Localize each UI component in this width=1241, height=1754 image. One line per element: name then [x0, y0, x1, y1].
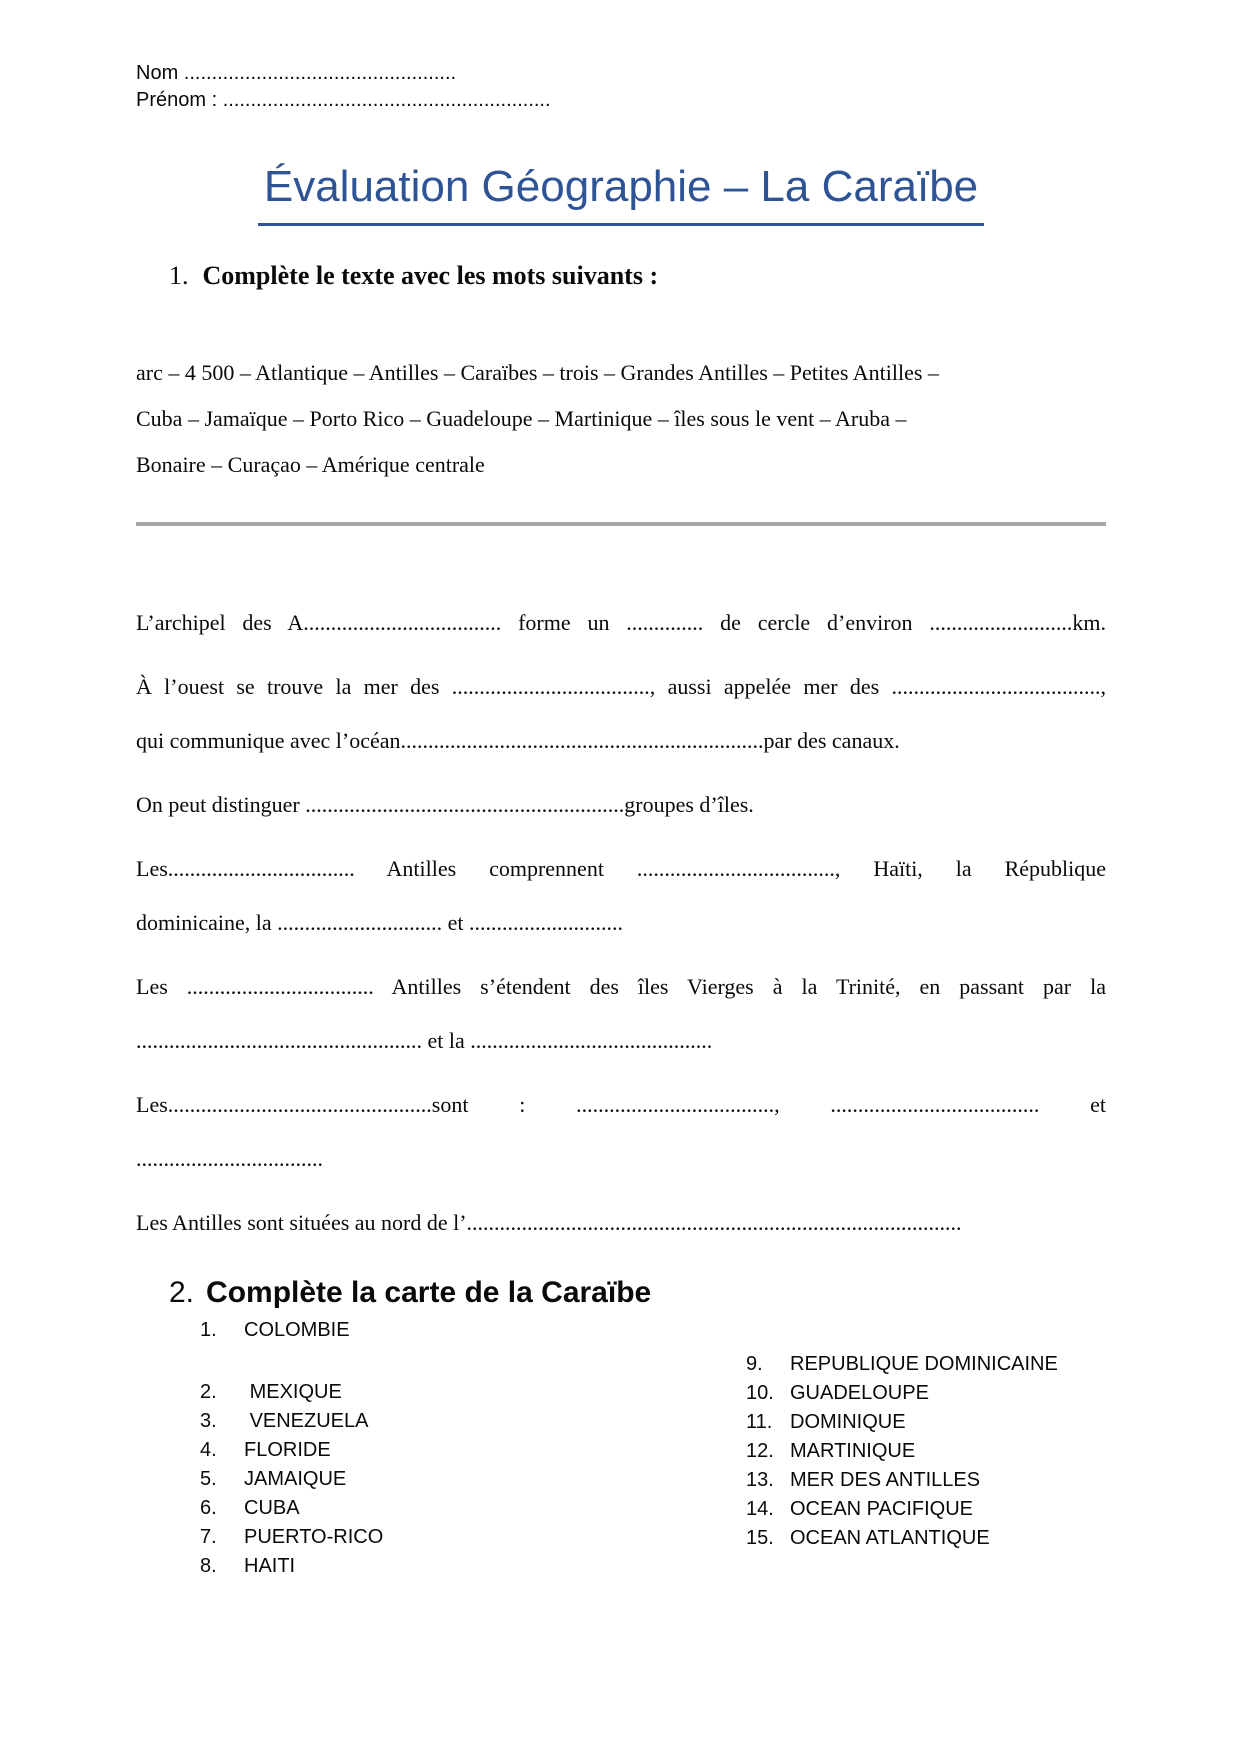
paragraph-line: qui communique avec l’océan..................................................................par des canaux. — [136, 728, 900, 753]
legend-item-number: 13. — [746, 1469, 774, 1491]
paragraph-line: Les .................................. Antilles s’étendent des îles Vierges à la Trinité, en passant par la — [136, 974, 1106, 999]
legend-item — [200, 1316, 617, 1345]
legend-item-label: FLORIDE — [244, 1439, 331, 1461]
legend-item — [746, 1495, 1058, 1524]
legend-item-label: GUADELOUPE — [790, 1382, 929, 1404]
legend-item-label: VENEZUELA — [244, 1410, 369, 1432]
word-bank-line: Bonaire – Curaçao – Amérique centrale — [136, 452, 485, 477]
legend-item-number: 9. — [746, 1353, 763, 1375]
paragraph — [136, 1196, 1106, 1250]
paragraph — [136, 660, 1106, 768]
legend-item-number: 14. — [746, 1498, 774, 1520]
legend-item-label: PUERTO-RICO — [244, 1526, 384, 1548]
section2-heading — [136, 1272, 1106, 1314]
fill-in-text — [136, 596, 1106, 1250]
legend-item — [746, 1379, 1058, 1408]
legend-item-label: CUBA — [244, 1497, 300, 1519]
paragraph-line: Les.................................. Antilles comprennent ...................................., Haïti, la République — [136, 856, 1106, 881]
legend-item-number: 8. — [200, 1555, 217, 1577]
word-bank — [136, 350, 1106, 488]
word-bank-line: arc – 4 500 – Atlantique – Antilles – Caraïbes – trois – Grandes Antilles – Petites Antilles – — [136, 360, 939, 385]
document-title — [136, 159, 1106, 226]
legend-item-label: REPUBLIQUE DOMINICAINE — [790, 1353, 1058, 1375]
legend-item — [200, 1552, 617, 1581]
legend-item-label: JAMAIQUE — [244, 1468, 347, 1490]
legend-item — [746, 1437, 1058, 1466]
name-line: Nom ................................................. — [136, 62, 457, 84]
map-legend-list — [136, 1316, 1106, 1581]
paragraph — [136, 778, 1106, 832]
legend-item-number: 15. — [746, 1527, 774, 1549]
legend-item-label: MARTINIQUE — [790, 1440, 916, 1462]
legend-item — [200, 1378, 617, 1407]
horizontal-divider — [136, 522, 1106, 526]
paragraph — [136, 1078, 1106, 1186]
legend-item-label: OCEAN ATLANTIQUE — [790, 1527, 990, 1549]
legend-item-number: 4. — [200, 1439, 217, 1461]
legend-item — [200, 1465, 617, 1494]
legend-item-number: 11. — [746, 1411, 773, 1433]
paragraph — [136, 842, 1106, 950]
legend-item-label: COLOMBIE — [244, 1319, 350, 1341]
legend-item — [746, 1350, 1058, 1379]
legend-item-number: 10. — [746, 1382, 774, 1404]
legend-item — [746, 1408, 1058, 1437]
legend-item-number: 7. — [200, 1526, 217, 1548]
legend-item-label: HAITI — [244, 1555, 296, 1577]
legend-item — [200, 1436, 617, 1465]
section1-number: 1. — [169, 261, 189, 290]
paragraph-line: L’archipel des A.................................... forme un .............. de cercle d’environ ..........................km. — [136, 610, 1106, 635]
paragraph — [136, 596, 1106, 650]
legend-item-number: 3. — [200, 1410, 217, 1432]
section1-heading — [136, 258, 1106, 294]
legend-item-number: 5. — [200, 1468, 217, 1490]
legend-item — [200, 1523, 617, 1552]
paragraph — [136, 960, 1106, 1068]
legend-item — [746, 1524, 1058, 1553]
legend-item-label: MEXIQUE — [244, 1381, 342, 1403]
section2-heading-text: Complète la carte de la Caraïbe — [206, 1276, 652, 1309]
paragraph-line: Les Antilles sont situées au nord de l’.......................................................................................... — [136, 1210, 962, 1235]
legend-item-number: 2. — [200, 1381, 217, 1403]
section2-number: 2. — [169, 1276, 195, 1309]
paragraph-line: .................................. — [136, 1146, 323, 1171]
section1-heading-text: Complète le texte avec les mots suivants : — [202, 261, 659, 290]
document-title-text: Évaluation Géographie – La Caraïbe — [258, 159, 984, 226]
legend-column-left — [200, 1316, 617, 1581]
legend-item — [746, 1466, 1058, 1495]
legend-item-number: 6. — [200, 1497, 217, 1519]
legend-item-label: DOMINIQUE — [790, 1411, 906, 1433]
legend-item-number: 12. — [746, 1440, 774, 1462]
legend-item — [200, 1407, 617, 1436]
paragraph-line: À l’ouest se trouve la mer des ...................................., aussi appelée mer des ......................................, — [136, 674, 1106, 699]
legend-column-right — [746, 1350, 1058, 1553]
paragraph-line: dominicaine, la .............................. et ............................ — [136, 910, 623, 935]
legend-item — [200, 1494, 617, 1523]
word-bank-line: Cuba – Jamaïque – Porto Rico – Guadeloupe – Martinique – îles sous le vent – Aruba – — [136, 406, 907, 431]
legend-item-number: 1. — [200, 1319, 217, 1341]
legend-item-label: MER DES ANTILLES — [790, 1469, 981, 1491]
paragraph-line: Les................................................sont : ...................................., ...................................... et — [136, 1092, 1106, 1117]
paragraph-line: .................................................... et la ............................................ — [136, 1028, 713, 1053]
firstname-line: Prénom : ........................................................... — [136, 89, 551, 111]
legend-item-label: OCEAN PACIFIQUE — [790, 1498, 973, 1520]
student-identity-header — [136, 60, 1106, 114]
paragraph-line: On peut distinguer ..........................................................groupes d’îles. — [136, 792, 754, 817]
